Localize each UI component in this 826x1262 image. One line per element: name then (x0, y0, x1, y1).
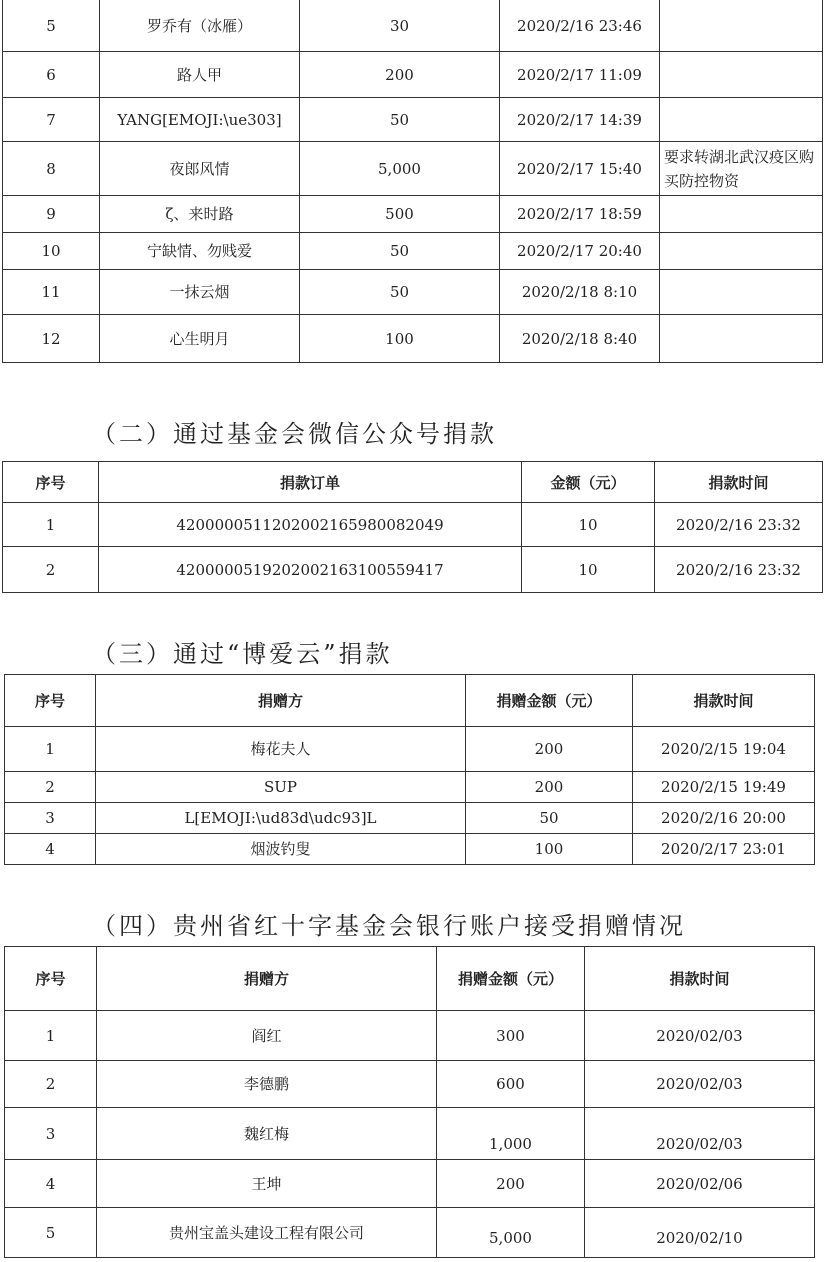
donation-note (660, 52, 823, 98)
donation-note (660, 196, 823, 233)
table-row (5, 803, 815, 834)
section-heading-wechat: （二）通过基金会微信公众号捐款 (92, 420, 497, 448)
row-number: 7 (3, 98, 100, 142)
row-number: 4 (5, 834, 96, 865)
row-number: 3 (5, 1108, 97, 1160)
donor-name: 王坤 (97, 1160, 437, 1208)
row-number: 1 (3, 503, 99, 547)
donation-amount: 500 (300, 196, 500, 233)
table-header-row (5, 947, 815, 1011)
donor-name: 夜郎风情 (100, 142, 300, 196)
donation-time: 2020/2/17 20:40 (500, 233, 660, 270)
table-header-row (3, 462, 823, 503)
row-number: 1 (5, 1011, 97, 1061)
donation-amount: 200 (466, 772, 633, 803)
table-row (3, 547, 823, 593)
donor-name: ζ、来时路 (100, 196, 300, 233)
donation-time: 2020/02/10 (585, 1208, 815, 1258)
row-number: 6 (3, 52, 100, 98)
donation-amount: 50 (300, 98, 500, 142)
donor-name: YANG[EMOJI:\ue303] (100, 98, 300, 142)
header-number: 序号 (3, 462, 99, 503)
donor-name: 魏红梅 (97, 1108, 437, 1160)
donation-time: 2020/2/17 23:01 (633, 834, 815, 865)
bank-donation-table (4, 946, 815, 1258)
donation-time: 2020/2/16 20:00 (633, 803, 815, 834)
donation-amount: 10 (522, 547, 655, 593)
table-row (5, 1061, 815, 1108)
table-row (5, 1160, 815, 1208)
donor-name: 心生明月 (100, 315, 300, 363)
donation-time: 2020/02/03 (585, 1108, 815, 1160)
donation-time: 2020/2/17 15:40 (500, 142, 660, 196)
donation-time: 2020/2/16 23:46 (500, 0, 660, 52)
donation-amount: 10 (522, 503, 655, 547)
section-heading-boaiyun: （三）通过“博爱云”捐款 (92, 640, 393, 668)
donation-time: 2020/2/16 23:32 (655, 547, 823, 593)
header-time: 捐款时间 (585, 947, 815, 1011)
header-order: 捐款订单 (99, 462, 522, 503)
donation-amount: 5,000 (437, 1208, 585, 1258)
header-time: 捐款时间 (633, 675, 815, 727)
row-number: 1 (5, 727, 96, 772)
donation-note (660, 270, 823, 315)
donation-order: 4200000519202002163100559417 (99, 547, 522, 593)
row-number: 2 (5, 1061, 97, 1108)
donor-name: 烟波钓叟 (96, 834, 466, 865)
donation-time: 2020/02/03 (585, 1061, 815, 1108)
donation-note (660, 315, 823, 363)
donor-name: L[EMOJI:\ud83d\udc93]L (96, 803, 466, 834)
donation-time: 2020/2/18 8:10 (500, 270, 660, 315)
donation-amount: 200 (466, 727, 633, 772)
donation-time: 2020/2/15 19:49 (633, 772, 815, 803)
donation-order: 4200000511202002165980082049 (99, 503, 522, 547)
donation-amount: 50 (300, 270, 500, 315)
donation-amount: 5,000 (300, 142, 500, 196)
table-row (3, 0, 823, 52)
donor-name: 宁缺情、勿贱爱 (100, 233, 300, 270)
wechat-donation-table (2, 461, 823, 593)
row-number: 8 (3, 142, 100, 196)
donation-table-continued (2, 0, 823, 363)
donor-name: 路人甲 (100, 52, 300, 98)
donation-time: 2020/2/18 8:40 (500, 315, 660, 363)
table-row (5, 1208, 815, 1258)
table-row (3, 196, 823, 233)
donor-name: 李德鹏 (97, 1061, 437, 1108)
donation-amount: 100 (300, 315, 500, 363)
header-donor: 捐赠方 (97, 947, 437, 1011)
donation-note (660, 233, 823, 270)
row-number: 5 (5, 1208, 97, 1258)
donation-amount: 30 (300, 0, 500, 52)
row-number: 4 (5, 1160, 97, 1208)
donation-note (660, 0, 823, 52)
table-row (3, 270, 823, 315)
table-header-row (5, 675, 815, 727)
donation-amount: 50 (466, 803, 633, 834)
table-row (5, 772, 815, 803)
donation-time: 2020/2/17 18:59 (500, 196, 660, 233)
donation-time: 2020/02/06 (585, 1160, 815, 1208)
table-row (3, 233, 823, 270)
row-number: 2 (3, 547, 99, 593)
table-row (3, 52, 823, 98)
header-amount: 捐赠金额（元） (466, 675, 633, 727)
header-amount: 捐赠金额（元） (437, 947, 585, 1011)
row-number: 11 (3, 270, 100, 315)
table-row (5, 1011, 815, 1061)
header-number: 序号 (5, 675, 96, 727)
donation-amount: 50 (300, 233, 500, 270)
donation-note: 要求转湖北武汉疫区购买防控物资 (660, 142, 823, 196)
donor-name: 罗乔有（冰雁） (100, 0, 300, 52)
header-number: 序号 (5, 947, 97, 1011)
table-row (3, 98, 823, 142)
donor-name: 阎红 (97, 1011, 437, 1061)
table-row (3, 142, 823, 196)
row-number: 5 (3, 0, 100, 52)
donation-time: 2020/2/17 14:39 (500, 98, 660, 142)
donation-amount: 600 (437, 1061, 585, 1108)
donation-time: 2020/2/17 11:09 (500, 52, 660, 98)
donor-name: 梅花夫人 (96, 727, 466, 772)
table-row (3, 315, 823, 363)
row-number: 2 (5, 772, 96, 803)
donation-amount: 100 (466, 834, 633, 865)
donation-time: 2020/2/15 19:04 (633, 727, 815, 772)
header-amount: 金额（元） (522, 462, 655, 503)
donation-time: 2020/02/03 (585, 1011, 815, 1061)
donor-name: 贵州宝盖头建设工程有限公司 (97, 1208, 437, 1258)
row-number: 12 (3, 315, 100, 363)
header-donor: 捐赠方 (96, 675, 466, 727)
donation-time: 2020/2/16 23:32 (655, 503, 823, 547)
row-number: 9 (3, 196, 100, 233)
donation-note (660, 98, 823, 142)
donor-name: SUP (96, 772, 466, 803)
header-time: 捐款时间 (655, 462, 823, 503)
row-number: 3 (5, 803, 96, 834)
table-row (5, 727, 815, 772)
boaiyun-donation-table (4, 674, 815, 865)
donation-amount: 1,000 (437, 1108, 585, 1160)
donation-amount: 300 (437, 1011, 585, 1061)
table-row (5, 834, 815, 865)
section-heading-bank-account: （四）贵州省红十字基金会银行账户接受捐赠情况 (92, 912, 686, 940)
table-row (3, 503, 823, 547)
donor-name: 一抹云烟 (100, 270, 300, 315)
table-row (5, 1108, 815, 1160)
donation-amount: 200 (300, 52, 500, 98)
row-number: 10 (3, 233, 100, 270)
donation-amount: 200 (437, 1160, 585, 1208)
